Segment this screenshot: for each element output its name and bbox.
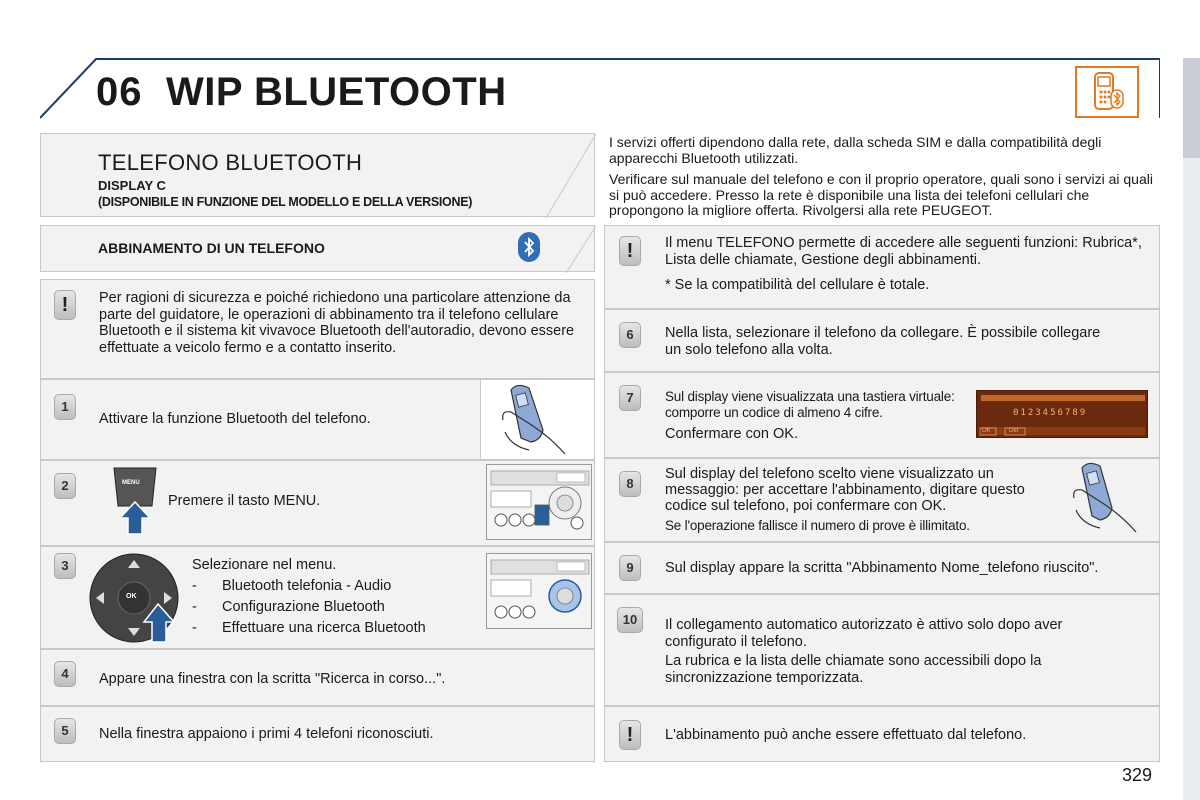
step-10-text: Il collegamento automatico autorizzato è attivo solo dopo aver configurato il telefono. xyxy=(665,617,1063,650)
keyboard-digits: 0123456789 xyxy=(1013,408,1088,418)
step-number: 3 xyxy=(54,553,76,579)
step-7-text: Sul display viene visualizzata una tastiera virtuale: comporre un codice di almeno 4 cifre. xyxy=(665,389,955,420)
phone-bluetooth-icon xyxy=(1075,66,1139,118)
intro-paragraph-2: Verificare sul manuale del telefono e con il proprio operatore, quali sono i servizi ai quali si può accedere. Presso la rete è disponibile una lista dei telefoni cellulari che propongono la migliore offerta. Rivolgersi alla rete PEUGEOT. xyxy=(609,171,1153,218)
step-number: 2 xyxy=(54,473,76,499)
final-note-text: L'abbinamento può anche essere effettuato dal telefono. xyxy=(665,727,1027,743)
step-9-text: Sul display appare la scritta "Abbinamento Nome_telefono riuscito". xyxy=(665,560,1099,576)
step-number: 5 xyxy=(54,718,76,744)
step-number: 7 xyxy=(619,385,641,411)
step-number: 1 xyxy=(54,394,76,420)
step-3-menu-list xyxy=(192,576,426,639)
step-7-confirm-text: Confermare con OK. xyxy=(665,426,798,442)
section-title: TELEFONO BLUETOOTH xyxy=(98,150,363,175)
list-item: - Effettuare una ricerca Bluetooth xyxy=(192,620,426,636)
mobile-phone-in-hand-image xyxy=(1066,460,1146,536)
step-8-text: Sul display del telefono scelto viene visualizzato un messaggio: per accettare l'abbinamento, digitare questo codice sul telefono, poi confermare con OK. xyxy=(665,466,1025,514)
section-subtitle: DISPLAY C xyxy=(98,178,166,193)
step-number: 6 xyxy=(619,322,641,348)
step-4-text: Appare una finestra con la scritta "Ricerca in corso...". xyxy=(99,671,446,687)
radio-unit-illustration xyxy=(486,464,592,540)
step-number: 9 xyxy=(619,555,641,581)
menu-note-text: Il menu TELEFONO permette di accedere alle seguenti funzioni: Rubrica*, Lista delle chiamate, Gestione degli abbinamenti. xyxy=(665,235,1142,268)
directional-pad-icon xyxy=(88,552,180,644)
step-number: 10 xyxy=(617,607,643,633)
step-10-box xyxy=(604,594,1160,706)
step-number: 8 xyxy=(619,471,641,497)
list-item: - Bluetooth telefonia - Audio xyxy=(192,578,392,594)
bluetooth-icon xyxy=(518,232,540,262)
step-10-note: La rubrica e la lista delle chiamate sono accessibili dopo la sincronizzazione temporizzata. xyxy=(665,653,1042,686)
step-2-text: Premere il tasto MENU. xyxy=(168,493,321,509)
step-5-text: Nella finestra appaiono i primi 4 telefoni riconosciuti. xyxy=(99,726,434,742)
virtual-keyboard-screen xyxy=(976,390,1148,438)
warning-icon: ! xyxy=(54,290,76,320)
side-tab-bar xyxy=(1183,58,1200,800)
step-number: 4 xyxy=(54,661,76,687)
menu-key-icon xyxy=(112,466,158,536)
list-item: - Configurazione Bluetooth xyxy=(192,599,385,615)
warning-icon: ! xyxy=(619,720,641,750)
availability-note: (DISPONIBILE IN FUNZIONE DEL MODELLO E DELLA VERSIONE) xyxy=(98,195,473,209)
step-8-note: Se l'operazione fallisce il numero di prove è illimitato. xyxy=(665,518,970,533)
menu-key-label: MENU xyxy=(122,480,140,486)
chapter-number: 06 xyxy=(96,70,143,114)
step-1-text: Attivare la funzione Bluetooth del telefono. xyxy=(99,411,371,427)
page-number: 329 xyxy=(1122,765,1153,785)
step-6-text: Nella lista, selezionare il telefono da collegare. È possibile collegare un solo telefono alla volta. xyxy=(665,325,1101,358)
warning-icon: ! xyxy=(619,236,641,266)
safety-warning-text: Per ragioni di sicurezza e poiché richiedono una particolare attenzione da parte del guidatore, le operazioni di abbinamento tra il telefono cellulare Bluetooth e il sistema kit vivavoce Bluetooth dell'autoradio, devono essere effettuate a veicolo fermo e a contatto inserito. xyxy=(99,290,575,356)
intro-paragraph-1: I servizi offerti dipendono dalla rete, dalla scheda SIM e dalla compatibilità degli apparecchi Bluetooth utilizzati. xyxy=(609,134,1102,166)
dpad-ok-label: OK xyxy=(126,593,137,600)
footnote-text: * Se la compatibilità del cellulare è totale. xyxy=(665,277,930,293)
keyboard-ok-key: OK xyxy=(982,428,991,434)
pairing-title: ABBINAMENTO DI UN TELEFONO xyxy=(98,240,325,256)
keyboard-del-key: Del xyxy=(1009,428,1019,434)
step-3-text: Selezionare nel menu. xyxy=(192,557,337,573)
step-1-image xyxy=(480,380,594,459)
radio-unit-illustration xyxy=(486,553,592,629)
chapter-title: WIP BLUETOOTH xyxy=(166,70,507,114)
